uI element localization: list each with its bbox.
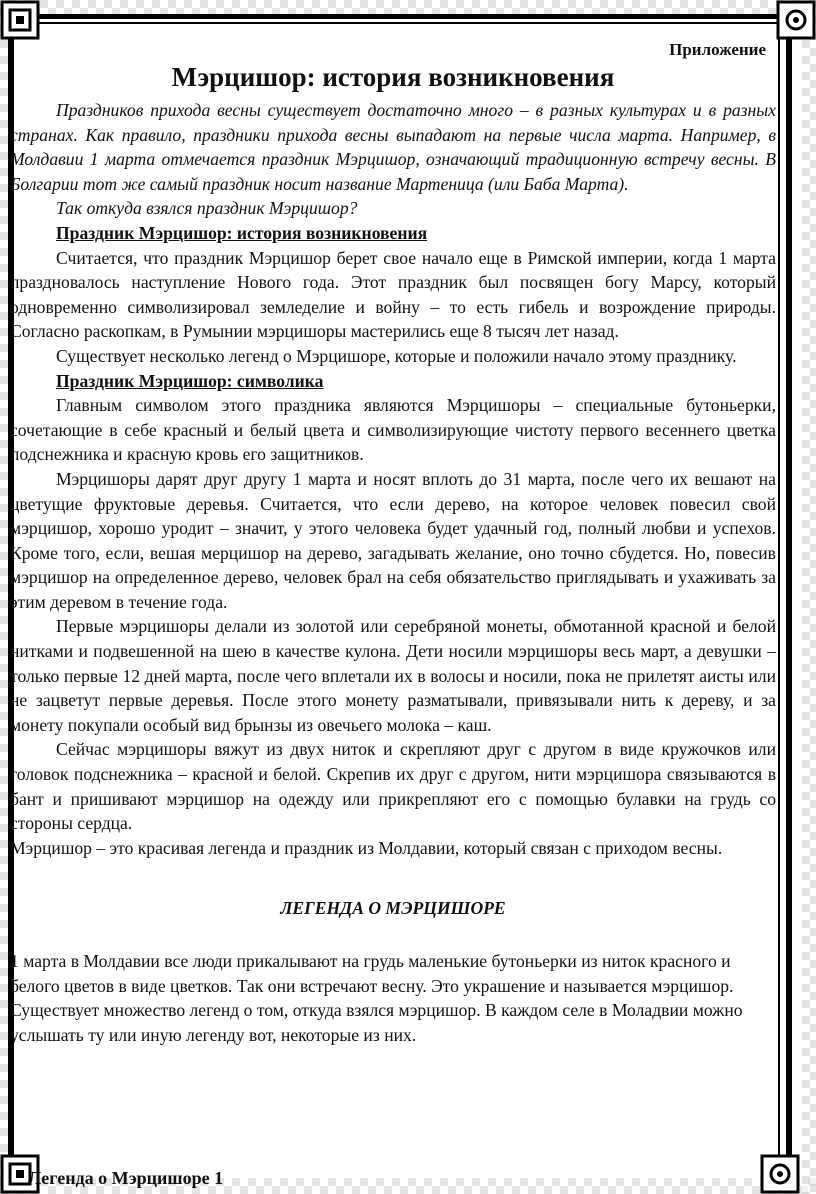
next-section-label: Легенда о Мэрцишоре 1 <box>28 1168 224 1188</box>
symbols-paragraph: Первые мэрцишоры делали из золотой или серебряной монеты, обмотанной красной и белой нитками и подвешенной на шею в качестве кулона. Дети носили мэрцишоры весь март, а девушки – только первые 12 дней марта, после чего вплетали их в волосы и носили, пока не прилетят аисты или не зацветут первые деревья. После этого монету разматывали, привязывали нить к дереву, и за монету покупали особый вид брынзы из овечьего молока – каш. <box>10 616 776 735</box>
document-body <box>10 38 776 1047</box>
legend-paragraph: 1 марта в Молдавии все люди прикалывают на грудь маленькие бутоньерки из ниток красного и белого цветов в виде цветков. Так они встречают весну. Это украшение и называется мэрцишор. Существует множество легенд о том, откуда взялся мэрцишор. В каждом селе в Моладвии можно услышать ту или иную легенду вот, некоторые из них. <box>10 951 743 1045</box>
appendix-label: Приложение <box>669 40 766 59</box>
corner-ornament-icon <box>0 0 40 40</box>
intro-paragraph: Праздников прихода весны существует достаточно много – в разных культурах и в разных странах. Как правило, праздники прихода весны выпадают на первые числа марта. Например, в Молдавии 1 марта отмечается праздник Мэрцишор, означающий традиционную встречу весны. В Болгарии тот же самый праздник носит название Мартеница (или Баба Марта). <box>10 100 776 194</box>
corner-ornament-icon <box>776 0 816 40</box>
history-paragraph: Существует несколько легенд о Мэрцишоре, которые и положили начало этому празднику. <box>56 345 737 366</box>
section-heading-history: Праздник Мэрцишор: история возникновения <box>56 222 428 243</box>
corner-ornament-icon <box>760 1154 800 1194</box>
symbols-paragraph: Сейчас мэрцишоры вяжут из двух ниток и скрепляют друг с другом в виде кружочков или головок подснежника – красной и белой. Скрепив их друг с другом, нити мэрцишора связываются в бант и пришивают мэрцишор на одежду или прикрепляют его с помощью булавки на грудь со стороны сердца. <box>10 739 776 834</box>
legend-heading: ЛЕГЕНДА О МЭРЦИШОРЕ <box>280 898 506 919</box>
border-strip-right <box>802 0 816 1194</box>
intro-question: Так откуда взялся праздник Мэрцишор? <box>56 198 358 219</box>
border-strip-top <box>0 0 816 16</box>
section-heading-symbols: Праздник Мэрцишор: символика <box>56 370 324 391</box>
symbols-summary: Мэрцишор – это красивая легенда и праздник из Молдавии, который связан с приходом весны. <box>10 837 723 858</box>
symbols-paragraph: Мэрцишоры дарят друг другу 1 марта и носят вплоть до 31 марта, после чего их вешают на цветущие фруктовые деревья. Считается, что если дерево, на которое человек повесил свой мэрцишор, хорошо уродит – значит, у этого человека будет удачный год, полный любви и успехов. Кроме того, если, вешая мерцишор на дерево, загадывать желание, оно точно сбудется. Но, повесив мэрцишор на определенное дерево, человек брал на себя обязательство приглядывать и ухаживать за этим деревом в течение года. <box>10 468 776 612</box>
page-title: Мэрцишор: история возникновения <box>171 62 615 92</box>
symbols-paragraph: Главным символом этого праздника являются Мэрцишоры – специальные бутоньерки, сочетающие в себе красный и белый цвета и символизирующие чистоту первого весеннего цветка подснежника и красную кровь его защитников. <box>10 395 776 465</box>
history-paragraph: Считается, что праздник Мэрцишор берет свое начало еще в Римской империи, когда 1 марта праздновалось наступление Нового года. Этот праздник был посвящен богу Марсу, который одновременно символизировал земледелие и войну – то есть гибель и возрождение природы. Согласно раскопкам, в Румынии мэрцишоры мастерились еще 8 тысяч лет назад. <box>10 247 776 342</box>
